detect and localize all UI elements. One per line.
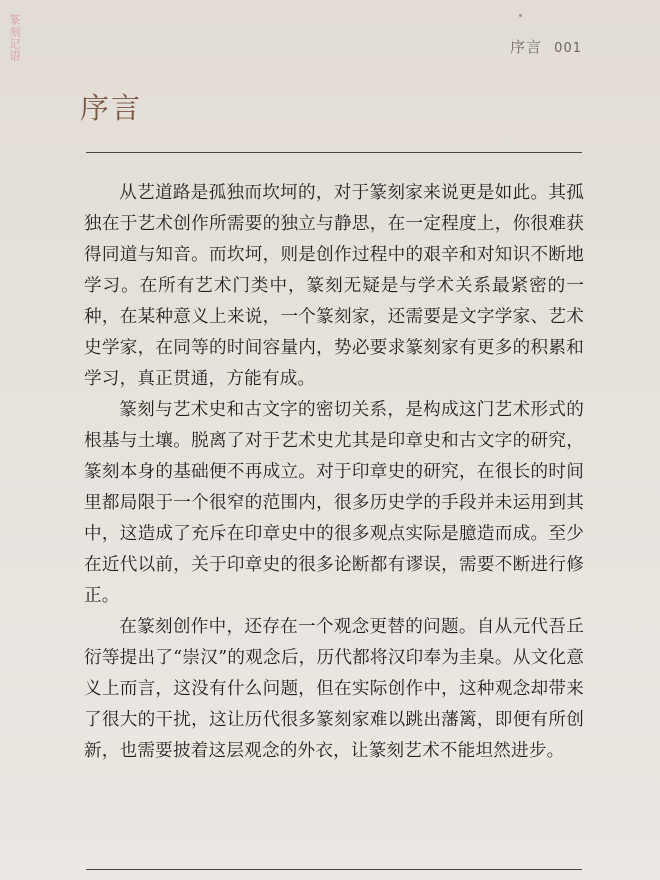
corner-watermark: 篆刻记语 (8, 14, 21, 62)
footer-divider (86, 869, 582, 870)
page-speck (519, 14, 522, 17)
page-number: 001 (554, 41, 582, 56)
running-head (510, 36, 582, 57)
chapter-title: 序言 (80, 91, 143, 125)
paragraph-1: 从艺道路是孤独而坎坷的，对于篆刻家来说更是如此。其孤独在于艺术创作所需要的独立与静思，在一定程度上，你很难获得同道与知音。而坎坷，则是创作过程中的艰辛和对知识不断地学习。在所有艺术门类中，篆刻无疑是与学术关系最紧密的一种，在某种意义上来说，一个篆刻家，还需要是文字学家、艺术史学家，在同等的时间容量内，势必要求篆刻家有更多的积累和学习，真正贯通，方能有成。 (84, 183, 584, 389)
paragraph-2: 篆刻与艺术史和古文字的密切关系，是构成这门艺术形式的根基与土壤。脱离了对于艺术史尤其是印章史和古文字的研究，篆刻本身的基础便不再成立。对于印章史的研究，在很长的时间里都局限于一个很窄的范围内，很多历史学的手段并未运用到其中，这造成了充斥在印章史中的很多观点实际是臆造而成。至少在近代以前，关于印章史的很多论断都有谬误，需要不断进行修正。 (84, 400, 584, 606)
running-head-section: 序言 (510, 38, 543, 56)
paragraph-3: 在篆刻创作中，还存在一个观念更替的问题。自从元代吾丘衍等提出了“崇汉”的观念后，历代都将汉印奉为圭臬。从文化意义上而言，这没有什么问题，但在实际创作中，这种观念却带来了很大的干扰，这让历代很多篆刻家难以跳出藩篱，即便有所创新，也需要披着这层观念的外衣，让篆刻艺术不能坦然进步。 (84, 617, 584, 761)
body-text (84, 178, 584, 767)
title-divider (86, 152, 582, 153)
